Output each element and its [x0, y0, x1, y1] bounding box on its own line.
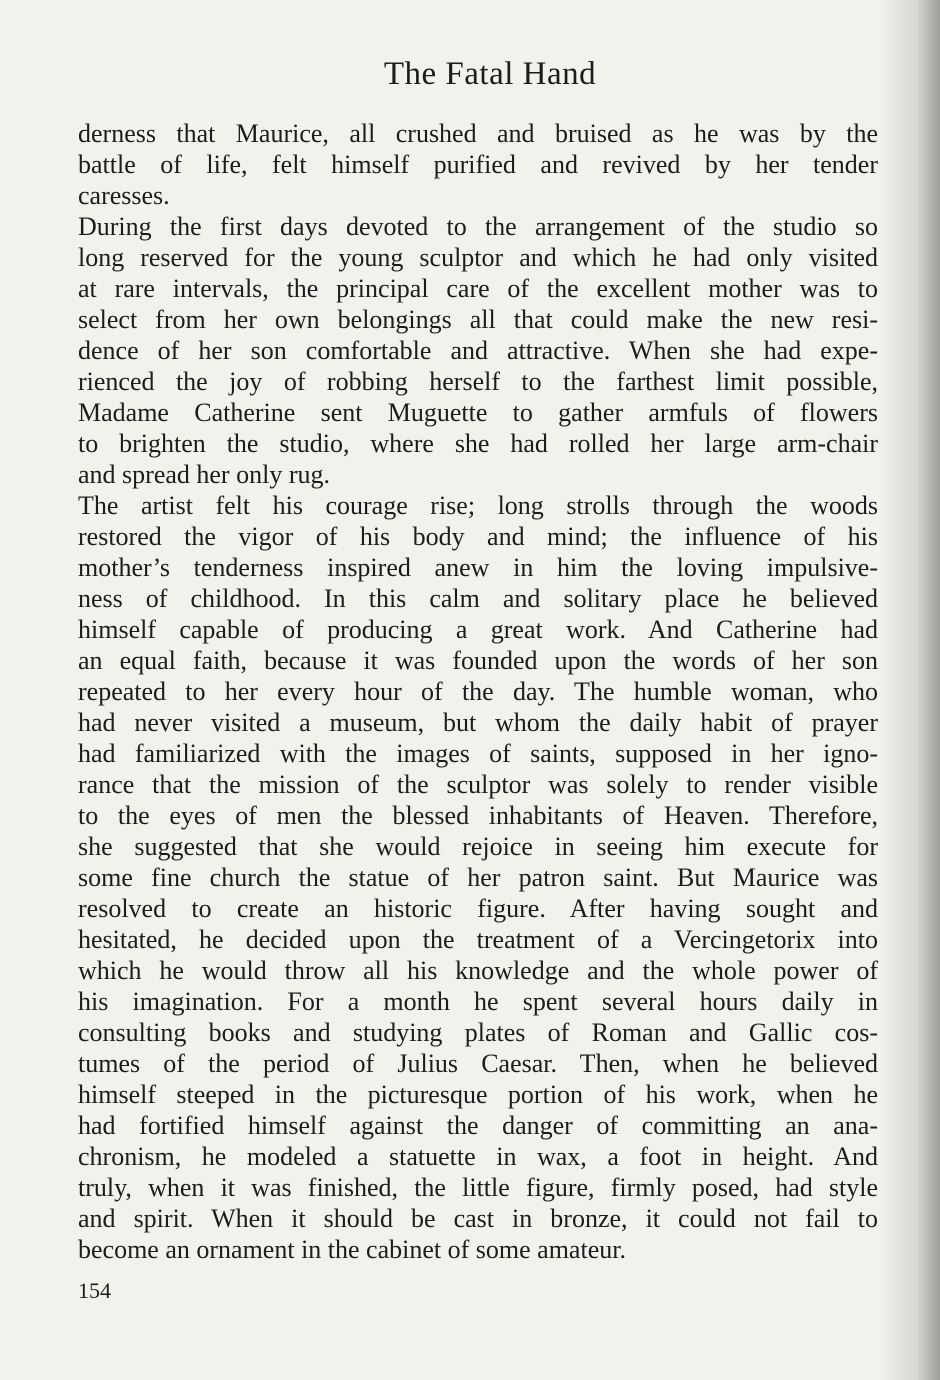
- paragraph: [78, 118, 878, 211]
- body-text: [78, 118, 878, 1265]
- text-line: become an ornament in the cabinet of some amateur.: [78, 1235, 626, 1264]
- text-line: During the first days devoted to the arrangement of the studio so: [78, 212, 878, 241]
- text-line: dence of her son comfortable and attractive. When she had expe-: [78, 336, 878, 365]
- text-line: restored the vigor of his body and mind; the influence of his: [78, 522, 878, 551]
- paragraph: [78, 490, 878, 1265]
- text-line: resolved to create an historic figure. After having sought and: [78, 894, 878, 923]
- text-line: had familiarized with the images of saints, supposed in her igno-: [78, 739, 878, 768]
- text-line: his imagination. For a month he spent several hours daily in: [78, 987, 878, 1016]
- text-line: she suggested that she would rejoice in seeing him execute for: [78, 832, 878, 861]
- page-number: 154: [78, 1278, 111, 1303]
- text-line: caresses.: [78, 181, 170, 210]
- text-line: ness of childhood. In this calm and solitary place he believed: [78, 584, 878, 613]
- text-line: at rare intervals, the principal care of the excellent mother was to: [78, 274, 878, 303]
- text-line: hesitated, he decided upon the treatment of a Vercingetorix into: [78, 925, 878, 954]
- text-line: repeated to her every hour of the day. The humble woman, who: [78, 677, 878, 706]
- paragraph: [78, 211, 878, 490]
- text-line: had fortified himself against the danger of committing an ana-: [78, 1111, 878, 1140]
- text-line: battle of life, felt himself purified and revived by her tender: [78, 150, 878, 179]
- page-gutter-shadow: [880, 0, 940, 1380]
- text-line: Madame Catherine sent Muguette to gather armfuls of flowers: [78, 398, 878, 427]
- text-line: to brighten the studio, where she had rolled her large arm-chair: [78, 429, 878, 458]
- text-line: himself steeped in the picturesque portion of his work, when he: [78, 1080, 878, 1109]
- text-line: derness that Maurice, all crushed and bruised as he was by the: [78, 119, 878, 148]
- text-line: rienced the joy of robbing herself to the farthest limit possible,: [78, 367, 878, 396]
- text-line: some fine church the statue of her patron saint. But Maurice was: [78, 863, 878, 892]
- text-line: had never visited a museum, but whom the daily habit of prayer: [78, 708, 878, 737]
- text-line: and spread her only rug.: [78, 460, 330, 489]
- text-line: consulting books and studying plates of Roman and Gallic cos-: [78, 1018, 878, 1047]
- text-line: an equal faith, because it was founded upon the words of her son: [78, 646, 878, 675]
- text-line: long reserved for the young sculptor and which he had only visited: [78, 243, 878, 272]
- text-line: truly, when it was finished, the little figure, firmly posed, had style: [78, 1173, 878, 1202]
- text-line: and spirit. When it should be cast in bronze, it could not fail to: [78, 1204, 878, 1233]
- text-line: chronism, he modeled a statuette in wax, a foot in height. And: [78, 1142, 878, 1171]
- text-line: which he would throw all his knowledge and the whole power of: [78, 956, 878, 985]
- text-line: himself capable of producing a great work. And Catherine had: [78, 615, 878, 644]
- text-line: to the eyes of men the blessed inhabitants of Heaven. Therefore,: [78, 801, 878, 830]
- text-line: tumes of the period of Julius Caesar. Then, when he believed: [78, 1049, 878, 1078]
- text-line: The artist felt his courage rise; long strolls through the woods: [78, 491, 878, 520]
- running-head: The Fatal Hand: [383, 56, 597, 92]
- text-line: select from her own belongings all that could make the new resi-: [78, 305, 878, 334]
- text-line: rance that the mission of the sculptor was solely to render visible: [78, 770, 878, 799]
- text-line: mother’s tenderness inspired anew in him the loving impulsive-: [78, 553, 878, 582]
